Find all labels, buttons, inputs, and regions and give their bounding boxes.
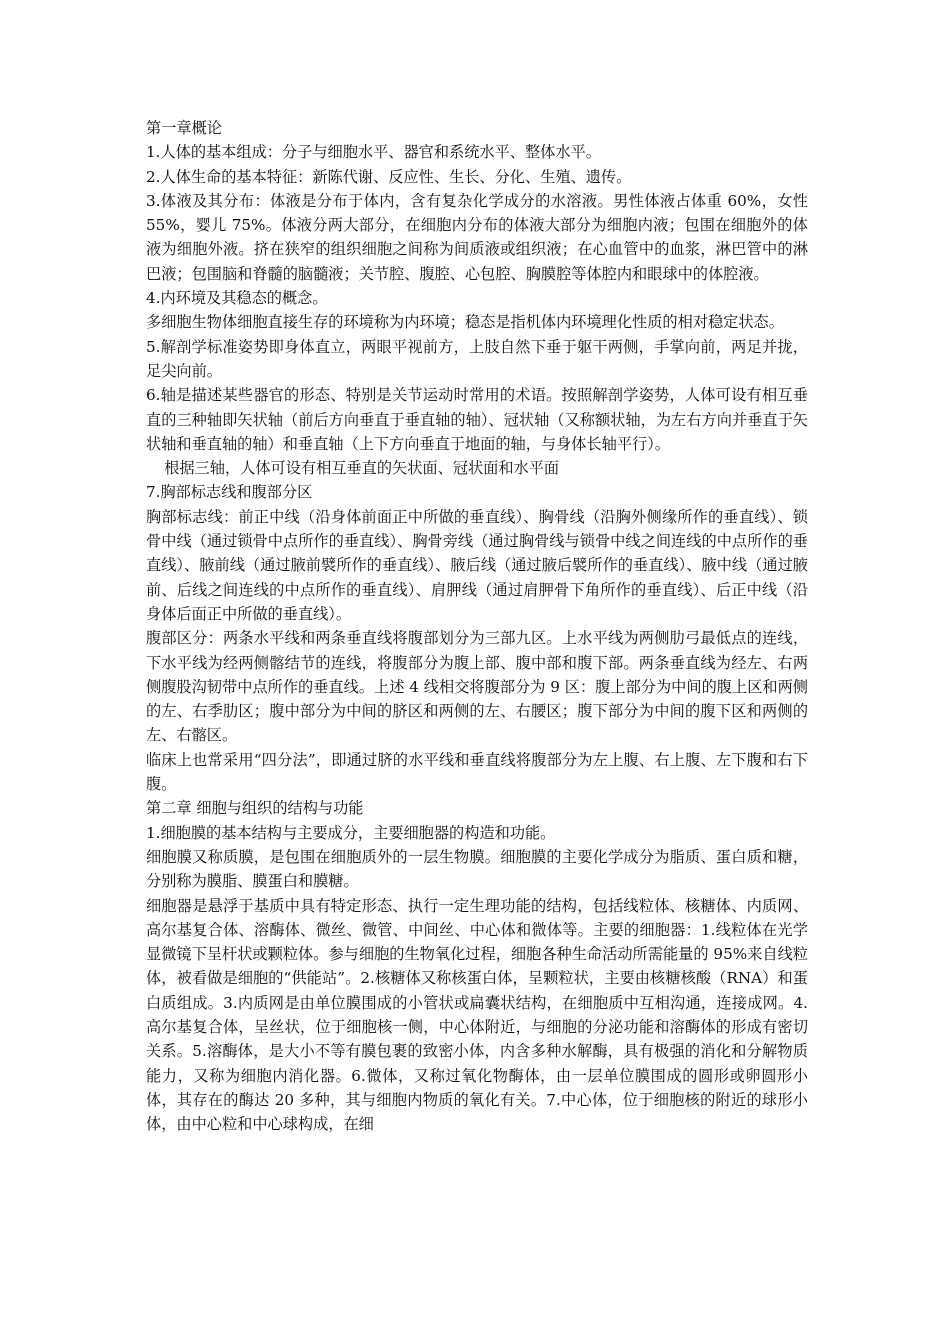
- chapter-title: 第二章 细胞与组织的结构与功能: [146, 799, 364, 818]
- paragraph: 临床上也常采用“四分法”，即通过脐的水平线和垂直线将腹部分为左上腹、右上腹、左下腹和右下腹。: [146, 750, 808, 794]
- paragraph: 6.轴是描述某些器官的形态、特别是关节运动时常用的术语。按照解剖学姿势，人体可设有相互垂直的三种轴即矢状轴（前后方向垂直于垂直轴的轴）、冠状轴（又称额状轴，为左右方向并垂直于矢状轴和垂直轴的轴）和垂直轴（上下方向垂直于地面的轴，与身体长轴平行）。: [146, 386, 808, 453]
- paragraph: 胸部标志线：前正中线（沿身体前面正中所做的垂直线）、胸骨线（沿胸外侧缘所作的垂直线）、锁骨中线（通过锁骨中点所作的垂直线）、胸骨旁线（通过胸骨线与锁骨中线之间连线的中点所作的垂直线）、腋前线（通过腋前襞所作的垂直线）、腋后线（通过腋后襞所作的垂直线）、腋中线（通过腋前、后线之间连线的中点所作的垂直线）、肩胛线（通过肩胛骨下角所作的垂直线）、后正中线（沿身体后面正中所做的垂直线）。: [146, 507, 808, 623]
- paragraph: 2.人体生命的基本特征：新陈代谢、反应性、生长、分化、生殖、遗传。: [146, 167, 632, 186]
- chapter-title: 第一章概论: [146, 119, 222, 137]
- paragraph: 4.内环境及其稳态的概念。: [146, 289, 328, 308]
- paragraph: 腹部区分：两条水平线和两条垂直线将腹部划分为三部九区。上水平线为两侧肋弓最低点的连线，下水平线为经两侧髂结节的连线，将腹部分为腹上部、腹中部和腹下部。两条垂直线为经左、右两侧腹股沟韧带中点所作的垂直线。上述 4 线相交将腹部分为 9 区：腹上部分为中间的腹上区和两侧的左、右季肋区；腹中部分为中间的脐区和两侧的左、右腰区；腹下部分为中间的腹下区和两侧的左、右髂区。: [146, 629, 808, 745]
- paragraph: 5.解剖学标准姿势即身体直立，两眼平视前方，上肢自然下垂于躯干两侧，手掌向前，两足并拢，足尖向前。: [146, 337, 808, 380]
- paragraph: 细胞器是悬浮于基质中具有特定形态、执行一定生理功能的结构，包括线粒体、核糖体、内质网、高尔基复合体、溶酶体、微丝、微管、中间丝、中心体和微体等。主要的细胞器：1.线粒体在光学显微镜下呈杆状或颗粒体。参与细胞的生物氧化过程，细胞各种生命活动所需能量的 95%来自线粒体，被看做是细胞的“供能站”。2.核糖体又称核蛋白体，呈颗粒状，主要由核糖核酸（RNA）和蛋白质组成。3.内质网是由单位膜围成的小管状或扁囊状结构，在细胞质中互相沟通，连接成网。4.高尔基复合体，呈丝状，位于细胞核一侧，中心体附近，与细胞的分泌功能和溶酶体的形成有密切关系。5.溶酶体，是大小不等有膜包裹的致密小体，内含多种水解酶，具有极强的消化和分解物质能力，又称为细胞内消化器。6.微体，又称过氧化物酶体，由一层单位膜围成的圆形或卵圆形小体，其存在的酶达 20 多种，其与细胞内物质的氧化有关。7.中心体，位于细胞核的附近的球形小体，由中心粒和中心球构成，在细: [146, 896, 808, 1134]
- paragraph: 多细胞生物体细胞直接生存的环境称为内环境；稳态是指机体内环境理化性质的相对稳定状态。: [146, 313, 784, 332]
- document-page: [146, 116, 808, 1136]
- paragraph: 根据三轴，人体可设有相互垂直的矢状面、冠状面和水平面: [164, 459, 560, 478]
- paragraph: 3.体液及其分布：体液是分布于体内，含有复杂化学成分的水溶液。男性体液占体重 60%，女性 55%，婴儿 75%。体液分两大部分，在细胞内分布的体液大部分为细胞内液；包围在细胞外的体液为细胞外液。挤在狭窄的组织细胞之间称为间质液或组织液；在心血管中的血浆，淋巴管中的淋巴液；包围脑和脊髓的脑髓液；关节腔、腹腔、心包腔、胸膜腔等体腔内和眼球中的体腔液。: [146, 191, 808, 283]
- paragraph: 细胞膜又称质膜，是包围在细胞质外的一层生物膜。细胞膜的主要化学成分为脂质、蛋白质和糖，分别称为膜脂、膜蛋白和膜糖。: [146, 847, 808, 891]
- paragraph: 1.人体的基本组成：分子与细胞水平、器官和系统水平、整体水平。: [146, 143, 601, 162]
- paragraph: 7.胸部标志线和腹部分区: [146, 483, 313, 502]
- paragraph: 1.细胞膜的基本结构与主要成分，主要细胞器的构造和功能。: [146, 823, 556, 842]
